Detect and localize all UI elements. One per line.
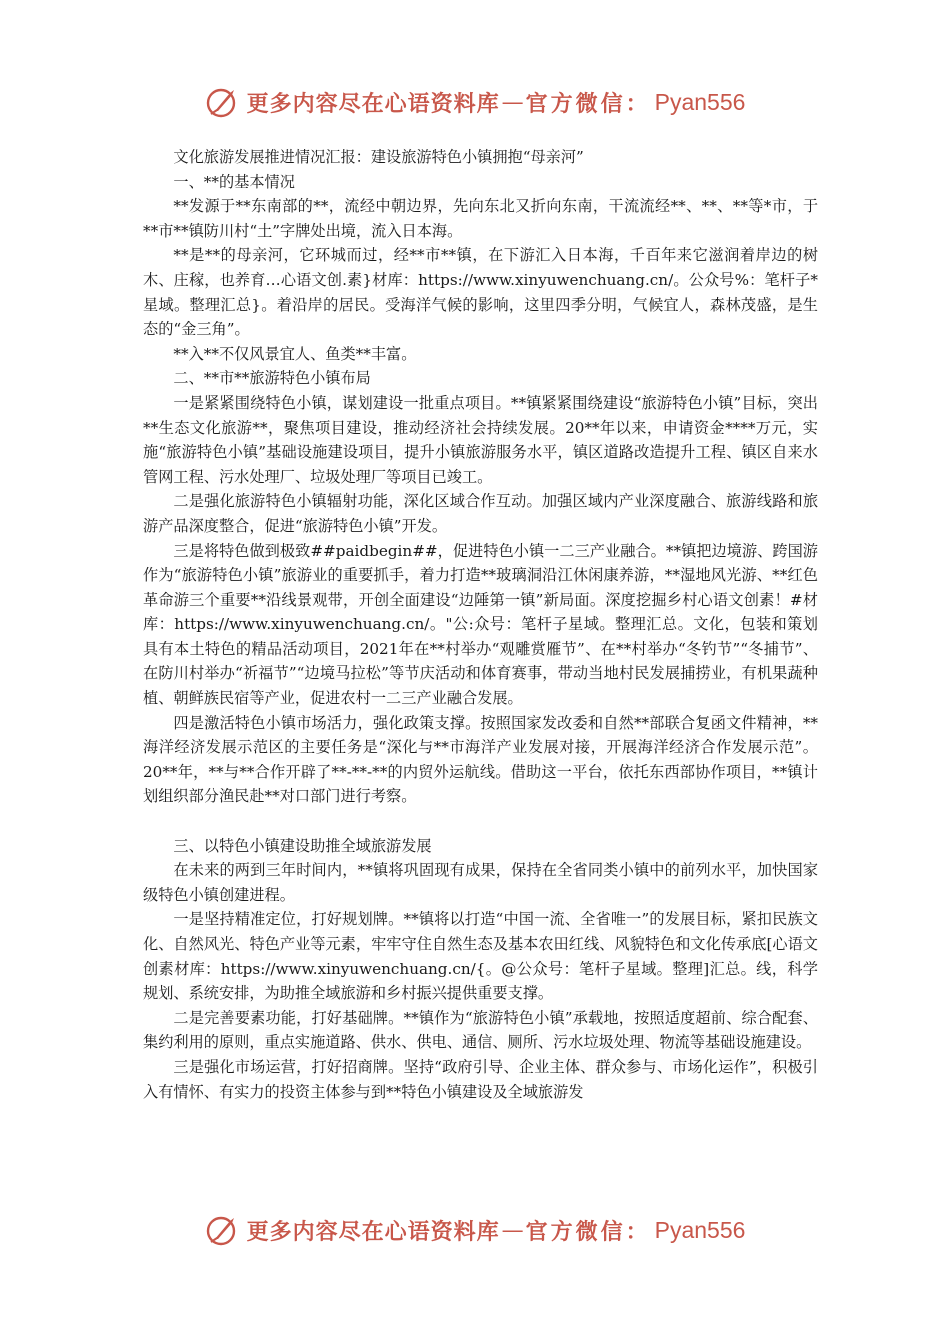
section-heading: 三、以特色小镇建设助推全域旅游发展 xyxy=(173,836,432,855)
paragraph: 三是强化市场运营，打好招商牌。坚持“政府引导、企业主体、群众参与、市场化运作”，积极引入有情怀、有实力的投资主体参与到**特色小镇建设及全域旅游发 xyxy=(143,1057,818,1101)
paragraph: **发源于**东南部的**，流经中朝边界，先向东北又折向东南，干流流经**、**、**等*市，于**市**镇防川村“土”字牌处出境，流入日本海。 xyxy=(143,197,818,240)
banner-slogan: 更多内容尽在心语资料库 xyxy=(246,90,500,117)
paragraph: **入**不仅风景宜人、鱼类**丰富。 xyxy=(173,344,417,363)
banner-slogan: 更多内容尽在心语资料库 xyxy=(246,1218,500,1245)
paragraph: 四是激活特色小镇市场活力，强化政策支撑。按照国家发改委和自然**部联合复函文件精神，**海洋经济发展示范区的主要任务是“深化与**市海洋产业发展对接，开展海洋经济合作发展示范”。20**年，**与**合作开辟了**-**-**的内贸外运航线。借助这一平台，依托东西部协作项目，**镇计划组织部分渔民赴**对口部门进行考察。 xyxy=(143,713,818,806)
paragraph: 二是强化旅游特色小镇辐射功能，深化区域合作互动。加强区域内产业深度融合、旅游线路和旅游产品深度整合，促进“旅游特色小镇”开发。 xyxy=(143,492,818,535)
footer-banner xyxy=(0,1208,950,1252)
quill-logo-icon xyxy=(205,1212,241,1248)
document-body xyxy=(143,145,818,1104)
quill-logo-icon xyxy=(205,84,241,120)
banner-dash: — xyxy=(501,1217,524,1243)
banner-dash: — xyxy=(501,89,524,115)
section-heading: 二、**市**旅游特色小镇布局 xyxy=(173,369,371,388)
header-banner xyxy=(0,80,950,124)
banner-wechat-label: 官方微信： xyxy=(525,1218,651,1245)
paragraph: 三是将特色做到极致##paidbegin##，促进特色小镇一二三产业融合。**镇把边境游、跨国游作为“旅游特色小镇”旅游业的重要抓手，着力打造**玻璃洞沿江休闲康养游，**湿地风光游、**红色革命游三个重要**沿线景观带，开创全面建设“边陲第一镇”新局面。深度挖掘乡村心语文创素！#材库：https://www.xinyuwenchuang.cn/。"公:众号：笔杆子星域。整理汇总。文化，包装和策划具有本土特色的精品活动项目，2021年在**村举办“观雕赏雁节”、在**村举办“冬钓节”“冬捕节”、在防川村举办“祈福节”“边境马拉松”等节庆活动和体育赛事，带动当地村民发展捕捞业，有机果蔬种植、朝鲜族民宿等产业，促进农村一二三产业融合发展。 xyxy=(143,541,818,708)
paragraph: 一是紧紧围绕特色小镇，谋划建设一批重点项目。**镇紧紧围绕建设“旅游特色小镇”目标，突出**生态文化旅游**，聚焦项目建设，推动经济社会持续发展。20**年以来，申请资金****万元，实施“旅游特色小镇”基础设施建设项目，提升小镇旅游服务水平，镇区道路改造提升工程、镇区自来水管网工程、污水处理厂、垃圾处理厂等项目已竣工。 xyxy=(143,393,818,486)
banner-wechat-label: 官方微信： xyxy=(525,90,651,117)
blank-line xyxy=(143,809,818,834)
paragraph: 二是完善要素功能，打好基础牌。**镇作为“旅游特色小镇”承载地，按照适度超前、综合配套、集约利用的原则，重点实施道路、供水、供电、通信、厕所、污水垃圾处理、物流等基础设施建设。 xyxy=(143,1008,818,1052)
section-heading: 一、**的基本情况 xyxy=(173,172,295,191)
document-title: 文化旅游发展推进情况汇报：建设旅游特色小镇拥抱“母亲河” xyxy=(173,148,584,166)
paragraph: 在未来的两到三年时间内，**镇将巩固现有成果，保持在全省同类小镇中的前列水平，加快国家级特色小镇创建进程。 xyxy=(143,861,818,904)
banner-wechat-id: Pyan556 xyxy=(654,1216,746,1243)
paragraph: 一是坚持精准定位，打好规划牌。**镇将以打造“中国一流、全省唯一”的发展目标，紧扣民族文化、自然风光、特色产业等元素，牢牢守住自然生态及基本农田红线、风貌特色和文化传承底[心语文创素材库：https://www.xinyuwenchuang.cn/{。@公众号：笔杆子星域。整理]汇总。线，科学规划、系统安排，为助推全域旅游和乡村振兴提供重要支撑。 xyxy=(143,910,818,1003)
banner-wechat-id: Pyan556 xyxy=(654,88,746,115)
paragraph: **是**的母亲河，它环城而过，经**市**镇，在下游汇入日本海，千百年来它滋润着岸边的树木、庄稼，也养育…心语文创.素}材库：https://www.xinyuwenchuang.cn/。公众号%：笔杆子*星域。整理汇总}。着沿岸的居民。受海洋气候的影响，这里四季分明，气候宜人，森林茂盛，是生态的“金三角”。 xyxy=(143,246,818,339)
